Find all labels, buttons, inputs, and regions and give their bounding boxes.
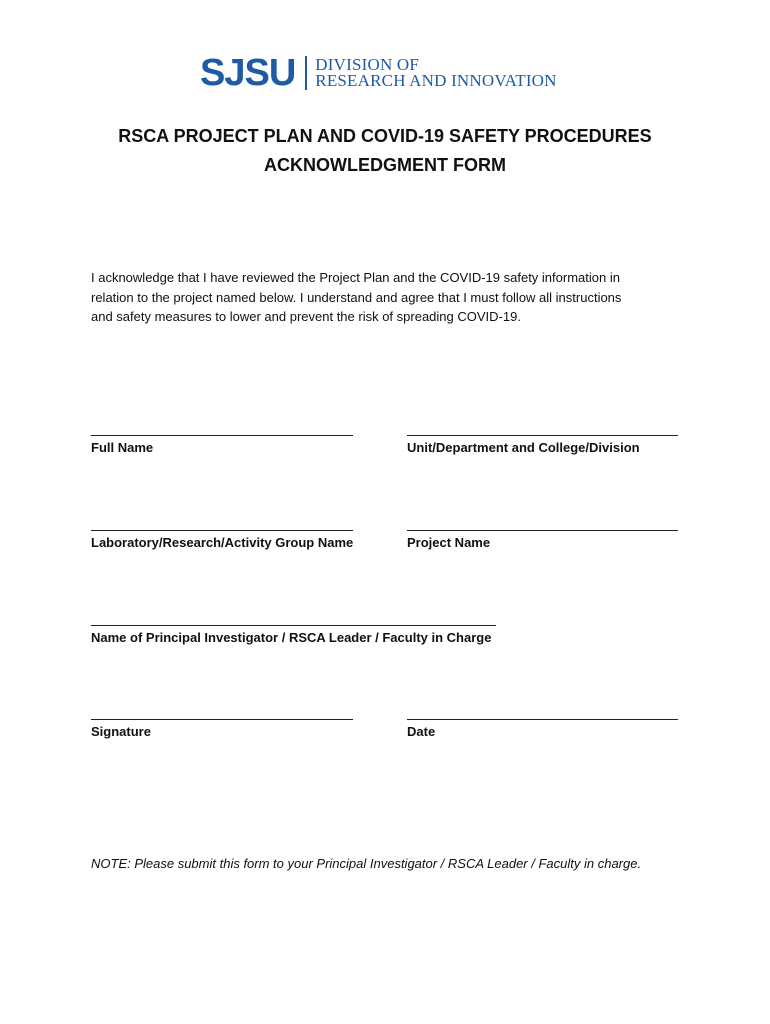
principal-investigator-field[interactable]: [91, 625, 496, 645]
date-field[interactable]: [407, 719, 678, 739]
project-name-line[interactable]: [407, 530, 678, 531]
form-title-line-1: RSCA PROJECT PLAN AND COVID-19 SAFETY PROCEDURES: [118, 126, 652, 146]
lab-group-field[interactable]: [91, 530, 353, 550]
full-name-label: Full Name: [91, 440, 154, 455]
logo-divider: [305, 56, 307, 90]
unit-department-label: Unit/Department and College/Division: [407, 440, 640, 455]
unit-department-line[interactable]: [407, 435, 678, 436]
intro-line-3: and safety measures to lower and prevent the risk of spreading COVID-19.: [91, 309, 521, 324]
date-line[interactable]: [407, 719, 678, 720]
logo-line-2: RESEARCH AND INNOVATION: [315, 71, 557, 90]
signature-label: Signature: [91, 724, 151, 739]
form-title-line-2: ACKNOWLEDGMENT FORM: [264, 155, 506, 175]
lab-group-label: Laboratory/Research/Activity Group Name: [91, 535, 354, 550]
full-name-field[interactable]: [91, 435, 353, 455]
project-name-field[interactable]: [407, 530, 678, 550]
sjsu-logo: [200, 52, 557, 94]
date-label: Date: [407, 724, 436, 739]
lab-group-line[interactable]: [91, 530, 353, 531]
full-name-line[interactable]: [91, 435, 353, 436]
submission-note: NOTE: Please submit this form to your Principal Investigator / RSCA Leader / Faculty in charge.: [91, 856, 642, 871]
logo-line-1: DIVISION OF: [315, 55, 420, 74]
signature-line[interactable]: [91, 719, 353, 720]
principal-investigator-line[interactable]: [91, 625, 496, 626]
form-title: [0, 122, 770, 180]
project-name-label: Project Name: [407, 535, 491, 550]
unit-department-field[interactable]: [407, 435, 678, 455]
logo-text: [315, 57, 556, 89]
logo-mark: SJSU: [200, 52, 296, 94]
signature-field[interactable]: [91, 719, 353, 739]
intro-line-1: I acknowledge that I have reviewed the Project Plan and the COVID-19 safety information in: [91, 270, 620, 285]
principal-investigator-label: Name of Principal Investigator / RSCA Leader / Faculty in Charge: [91, 630, 492, 645]
acknowledgment-paragraph: [91, 268, 691, 327]
intro-line-2: relation to the project named below. I understand and agree that I must follow all instructions: [91, 289, 622, 305]
